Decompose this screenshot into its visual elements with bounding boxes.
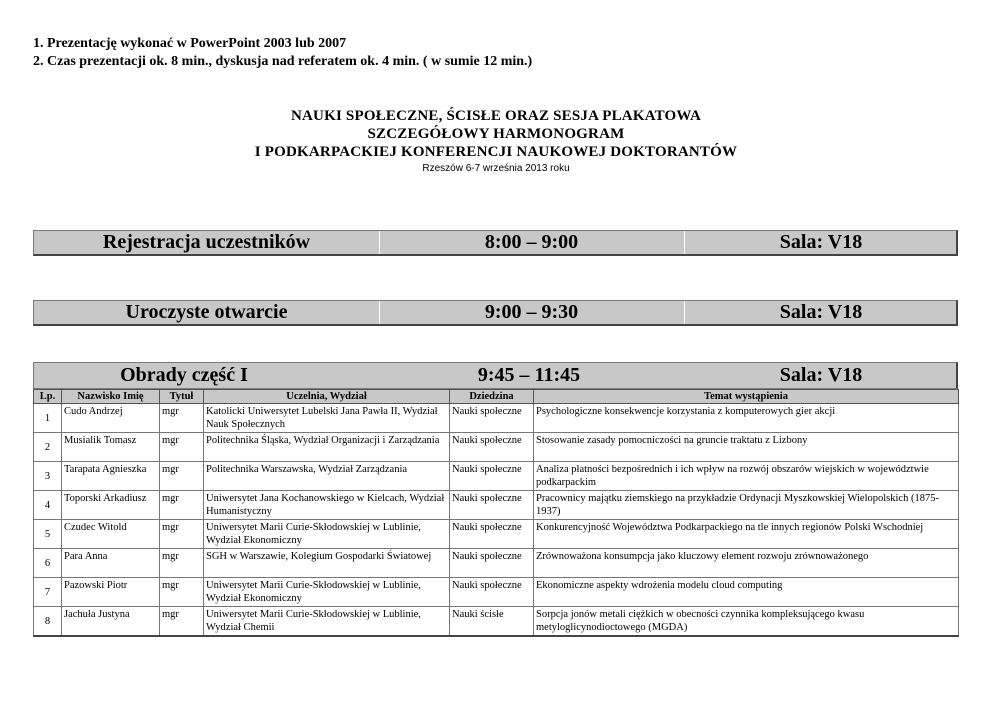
talk-topic: Stosowanie zasady pomocniczości na gruncie traktatu z Lizbony bbox=[534, 433, 959, 462]
speaker-university: Uniwersytet Jana Kochanowskiego w Kielcach, Wydział Humanistyczny bbox=[204, 491, 450, 520]
table-row bbox=[34, 404, 959, 433]
speaker-name: Cudo Andrzej bbox=[62, 404, 160, 433]
band-event-name: Uroczyste otwarcie bbox=[125, 301, 288, 323]
session-schedule bbox=[33, 362, 958, 637]
header-date: Rzeszów 6-7 września 2013 roku bbox=[422, 163, 570, 174]
speaker-field: Nauki społeczne bbox=[450, 433, 534, 462]
registration-band bbox=[33, 230, 958, 256]
speaker-university: Politechnika Warszawska, Wydział Zarządzania bbox=[204, 462, 450, 491]
column-header: Nazwisko Imię bbox=[62, 390, 160, 404]
speaker-title: mgr bbox=[160, 491, 204, 520]
row-number: 2 bbox=[34, 433, 62, 462]
talk-topic: Zrównoważona konsumpcja jako kluczowy element rozwoju zrównoważonego bbox=[534, 549, 959, 578]
speaker-name: Jachuła Justyna bbox=[62, 607, 160, 637]
speaker-field: Nauki społeczne bbox=[450, 462, 534, 491]
table-row bbox=[34, 607, 959, 637]
column-header: Temat wystąpienia bbox=[534, 390, 959, 404]
band-time: 9:00 – 9:30 bbox=[484, 301, 579, 323]
talk-topic: Analiza płatności bezpośrednich i ich wpływ na rozwój obszarów wiejskich w województwie podkarpackim bbox=[534, 462, 959, 491]
row-number: 6 bbox=[34, 549, 62, 578]
speaker-title: mgr bbox=[160, 578, 204, 607]
talk-topic: Sorpcja jonów metali ciężkich w obecności czynnika kompleksującego kwasu metyloglicynodioctowego (MGDA) bbox=[534, 607, 959, 637]
row-number: 7 bbox=[34, 578, 62, 607]
speakers-table bbox=[33, 389, 959, 637]
speaker-university: Uniwersytet Marii Curie-Skłodowskiej w Lublinie, Wydział Ekonomiczny bbox=[204, 578, 450, 607]
talk-topic: Pracownicy majątku ziemskiego na przykładzie Ordynacji Myszkowskiej Wielopolskich (1875-1937) bbox=[534, 491, 959, 520]
table-row bbox=[34, 433, 959, 462]
speaker-title: mgr bbox=[160, 520, 204, 549]
speaker-field: Nauki społeczne bbox=[450, 578, 534, 607]
instruction-note-1: 1. Prezentację wykonać w PowerPoint 2003 lub 2007 bbox=[33, 36, 347, 51]
band-room: Sala: V18 bbox=[779, 231, 863, 253]
header-line-1: NAUKI SPOŁECZNE, ŚCISŁE ORAZ SESJA PLAKATOWA bbox=[290, 108, 701, 124]
opening-band bbox=[33, 300, 958, 326]
speaker-title: mgr bbox=[160, 549, 204, 578]
speaker-title: mgr bbox=[160, 607, 204, 637]
column-header: Tytuł bbox=[160, 390, 204, 404]
header-line-2: SZCZEGÓŁOWY HARMONOGRAM bbox=[367, 126, 625, 142]
instruction-note-2: 2. Czas prezentacji ok. 8 min., dyskusja nad referatem ok. 4 min. ( w sumie 12 min.) bbox=[33, 54, 533, 69]
speaker-field: Nauki społeczne bbox=[450, 491, 534, 520]
band-time: 8:00 – 9:00 bbox=[484, 231, 579, 253]
table-row bbox=[34, 578, 959, 607]
table-row bbox=[34, 462, 959, 491]
speaker-field: Nauki społeczne bbox=[450, 404, 534, 433]
column-header: Dziedzina bbox=[450, 390, 534, 404]
row-number: 1 bbox=[34, 404, 62, 433]
row-number: 4 bbox=[34, 491, 62, 520]
table-header-row bbox=[34, 390, 959, 404]
row-number: 5 bbox=[34, 520, 62, 549]
talk-topic: Psychologiczne konsekwencje korzystania z komputerowych gier akcji bbox=[534, 404, 959, 433]
session-time: 9:45 – 11:45 bbox=[477, 364, 581, 386]
speaker-name: Pazowski Piotr bbox=[62, 578, 160, 607]
speaker-field: Nauki społeczne bbox=[450, 520, 534, 549]
talk-topic: Konkurencyjność Województwa Podkarpackiego na tle innych regionów Polski Wschodniej bbox=[534, 520, 959, 549]
speaker-university: Uniwersytet Marii Curie-Skłodowskiej w Lublinie, Wydział Ekonomiczny bbox=[204, 520, 450, 549]
speaker-field: Nauki społeczne bbox=[450, 549, 534, 578]
speaker-name: Musialik Tomasz bbox=[62, 433, 160, 462]
document-header bbox=[0, 107, 992, 176]
session-name: Obrady część I bbox=[120, 364, 248, 386]
speaker-field: Nauki ścisłe bbox=[450, 607, 534, 637]
speaker-name: Toporski Arkadiusz bbox=[62, 491, 160, 520]
band-room: Sala: V18 bbox=[779, 301, 863, 323]
speaker-title: mgr bbox=[160, 433, 204, 462]
speaker-name: Czudec Witold bbox=[62, 520, 160, 549]
table-row bbox=[34, 520, 959, 549]
speaker-university: Uniwersytet Marii Curie-Skłodowskiej w Lublinie, Wydział Chemii bbox=[204, 607, 450, 637]
header-line-3: I PODKARPACKIEJ KONFERENCJI NAUKOWEJ DOKTORANTÓW bbox=[254, 144, 738, 160]
row-number: 8 bbox=[34, 607, 62, 637]
row-number: 3 bbox=[34, 462, 62, 491]
speaker-name: Para Anna bbox=[62, 549, 160, 578]
speaker-name: Tarapata Agnieszka bbox=[62, 462, 160, 491]
speaker-university: Politechnika Śląska, Wydział Organizacji i Zarządzania bbox=[204, 433, 450, 462]
speaker-university: Katolicki Uniwersytet Lubelski Jana Pawła II, Wydział Nauk Społecznych bbox=[204, 404, 450, 433]
talk-topic: Ekonomiczne aspekty wdrożenia modelu cloud computing bbox=[534, 578, 959, 607]
column-header: Uczelnia, Wydział bbox=[204, 390, 450, 404]
speaker-university: SGH w Warszawie, Kolegium Gospodarki Światowej bbox=[204, 549, 450, 578]
table-row bbox=[34, 491, 959, 520]
column-header: Lp. bbox=[34, 390, 62, 404]
session-room: Sala: V18 bbox=[779, 364, 863, 386]
table-row bbox=[34, 549, 959, 578]
band-event-name: Rejestracja uczestników bbox=[102, 231, 311, 253]
session-header bbox=[33, 362, 958, 389]
speaker-title: mgr bbox=[160, 462, 204, 491]
speaker-title: mgr bbox=[160, 404, 204, 433]
